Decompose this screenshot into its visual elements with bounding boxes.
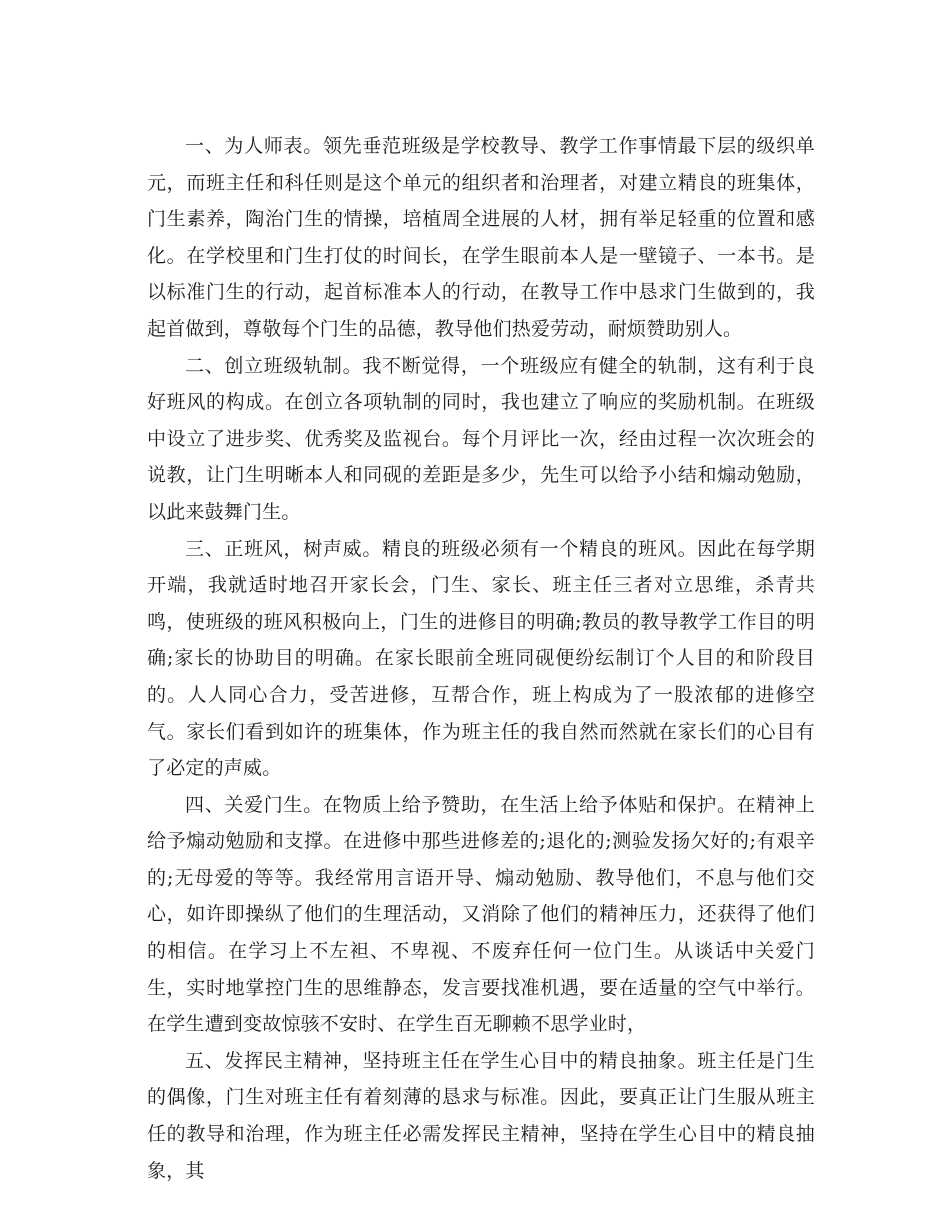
paragraph-1: 一、为人师表。领先垂范班级是学校教导、教学工作事情最下层的级织单元，而班主任和科任则是这个单元的组织者和治理者，对建立精良的班集体，门生素养，陶治门生的情操，培植周全进展的人材，拥有举足轻重的位置和感化。在学校里和门生打仗的时间长，在学生眼前本人是一壁镜子、一本书。是以标准门生的行动，起首标准本人的行动，在教导工作中恳求门生做到的，我起首做到，尊敬每个门生的品德，教导他们热爱劳动，耐烦赞助别人。 — [147, 135, 815, 340]
document-body — [147, 128, 815, 1189]
paragraph-4: 四、关爱门生。在物质上给予赞助，在生活上给予体贴和保护。在精神上给予煽动勉励和支撑。在进修中那些进修差的;退化的;测验发扬欠好的;有艰辛的;无母爱的等等。我经常用言语开导、煽动勉励、教导他们，不息与他们交心，如许即操纵了他们的生理活动，又消除了他们的精神压力，还获得了他们的相信。在学习上不左袒、不卑视、不废弃任何一位门生。从谈话中关爱门生，实时地掌控门生的思维静态，发言要找准机遇，要在适量的空气中举行。在学生遭到变故惊骇不安时、在学生百无聊赖不思学业时， — [147, 793, 815, 1036]
paragraph-3: 三、正班风，树声威。精良的班级必须有一个精良的班风。因此在每学期开端，我就适时地召开家长会，门生、家长、班主任三者对立思维，杀青共鸣，使班级的班风积极向上，门生的进修目的明确;教员的教导教学工作目的明确;家长的协助目的明确。在家长眼前全班同砚便纷纭制订个人目的和阶段目的。人人同心合力，受苦进修，互帮合作，班上构成为了一股浓郁的进修空气。家长们看到如许的班集体，作为班主任的我自然而然就在家长们的心目有了必定的声威。 — [147, 537, 815, 780]
paragraph-2: 二、创立班级轨制。我不断觉得，一个班级应有健全的轨制，这有利于良好班风的构成。在创立各项轨制的同时，我也建立了响应的奖励机制。在班级中设立了进步奖、优秀奖及监视台。每个月评比一次，经由过程一次次班会的说教，让门生明晰本人和同砚的差距是多少，先生可以给予小结和煽动勉励，以此来鼓舞门生。 — [147, 354, 815, 523]
paragraph-5: 五、发挥民主精神，坚持班主任在学生心目中的精良抽象。班主任是门生的偶像，门生对班主任有着刻薄的恳求与标准。因此，要真正让门生服从班主任的教导和治理，作为班主任必需发挥民主精神，坚持在学生心目中的精良抽象，其 — [147, 1049, 815, 1182]
